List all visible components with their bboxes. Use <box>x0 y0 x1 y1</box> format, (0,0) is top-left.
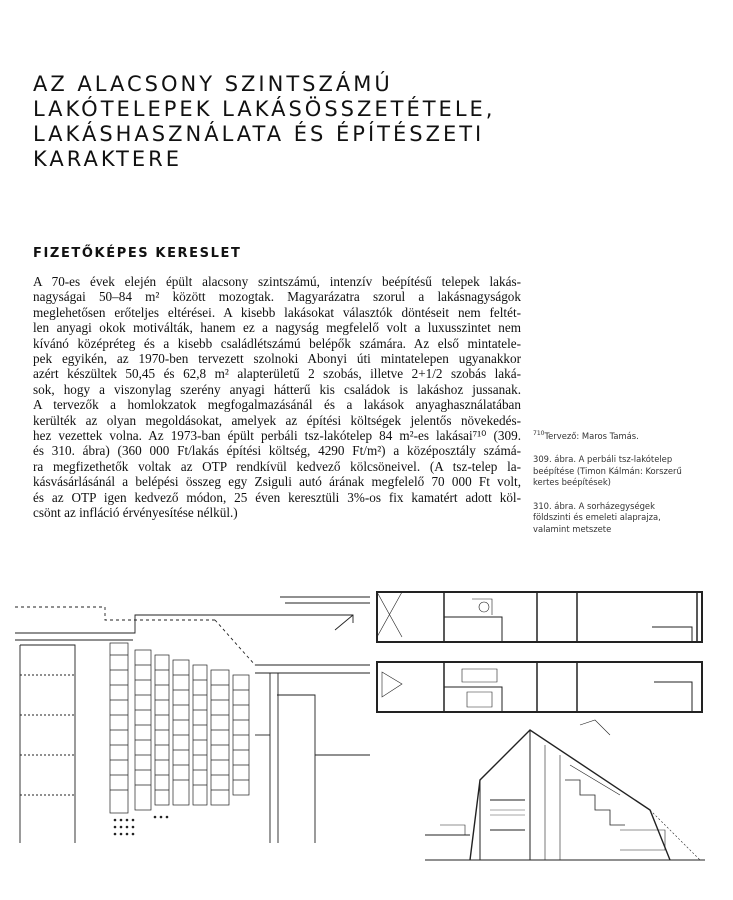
body-line: kerülték az olyan megoldásokat, amelyek az építési költségek jelentős növekedés- <box>33 412 521 428</box>
chapter-title-line-2: LAKÓTELEPEK LAKÁSÖSSZETÉTELE, <box>33 97 496 121</box>
body-line: ra megfizethetők voltak az OTP rendkívül kedvező kölcsöneivel. (A tsz-telep la- <box>33 458 521 474</box>
body-line: sok, hogy a viszonylag szerény anyagi hátterű kis családok is lakáshoz jussanak. <box>33 381 521 397</box>
body-line: csönt az infláció érvényesítése nélkül.) <box>33 505 238 521</box>
section-figure <box>420 700 710 865</box>
body-line: pek egyikén, az 1970-ben tervezett szolnoki Abonyi úti mintatelepen ugyanakkor <box>33 351 521 367</box>
chapter-title-line-1: AZ ALACSONY SZINTSZÁMÚ <box>33 72 393 96</box>
section-heading: FIZETŐKÉPES KERESLET <box>33 246 242 261</box>
body-paragraph <box>33 274 521 521</box>
caption-310-line-3: valamint metszete <box>533 523 612 534</box>
chapter-title-line-3: LAKÁSHASZNÁLATA ÉS ÉPÍTÉSZETI <box>33 122 485 146</box>
body-line: azért készültek 50,45 és 62,8 m² alapterületű 2 szobás, illetve 2+1/2 szobás laká- <box>33 366 521 382</box>
row-house-section-drawing-icon <box>420 700 710 865</box>
side-notes <box>533 428 693 547</box>
caption-309 <box>533 454 693 489</box>
body-line: nagyságai 50–84 m² között mozogtak. Magyarázatra szorul a lakásnagyságok <box>33 289 521 305</box>
caption-309-line-1: 309. ábra. A perbáli tsz-lakótelep <box>533 454 673 465</box>
body-line: hez vezettek volna. Az 1973-ban épült perbáli tsz-lakótelep 84 m²-es lakásai⁷¹⁰ (309. <box>33 428 521 444</box>
caption-310-line-1: 310. ábra. A sorházegységek <box>533 500 655 511</box>
footnote-710 <box>533 428 693 442</box>
body-line: kívánó középréteg és a kisebb családlétszámú belépők számára. Az első mintatele- <box>33 335 521 351</box>
chapter-title <box>33 72 593 172</box>
chapter-title-line-4: KARAKTERE <box>33 147 182 171</box>
body-line: meglehetősen erőteljes eltérései. A kisebb lakásokat választók döntéseit nem feltét- <box>33 304 521 320</box>
footnote-text: Tervező: Maros Tamás. <box>544 430 639 441</box>
body-line: kásvásárlásánál a belépési összeg egy Zsiguli autó árának megfelelő 70 000 Ft volt, <box>33 474 521 490</box>
body-line: és az OTP igen kedvező módon, 25 éven keresztüli 3%-os fix kamatért adott köl- <box>33 489 521 505</box>
caption-310-line-2: földszinti és emeleti alaprajza, <box>533 512 661 523</box>
caption-309-line-3: kertes beépítések) <box>533 477 611 488</box>
body-line: és 310. ábra) (360 000 Ft/lakás építési költség, 4290 Ft/m²) a középosztály számá- <box>33 443 521 459</box>
site-plan-drawing-icon <box>15 585 370 843</box>
body-line: A 70-es évek elején épült alacsony szintszámú, intenzív beépítésű telepek lakás- <box>33 274 521 289</box>
site-plan-figure <box>15 585 370 843</box>
body-line: A tervezők a homlokzatok megfogalmazásánál és a lakások anyaghasználatában <box>33 397 521 413</box>
caption-310 <box>533 501 693 536</box>
caption-309-line-2: beépítése (Timon Kálmán: Korszerű <box>533 465 682 476</box>
body-line: len anyagi okok motiválták, hanem ez a nagyság megfelelő volt a luxusszintet nem <box>33 320 521 336</box>
footnote-number: 710 <box>533 430 545 437</box>
